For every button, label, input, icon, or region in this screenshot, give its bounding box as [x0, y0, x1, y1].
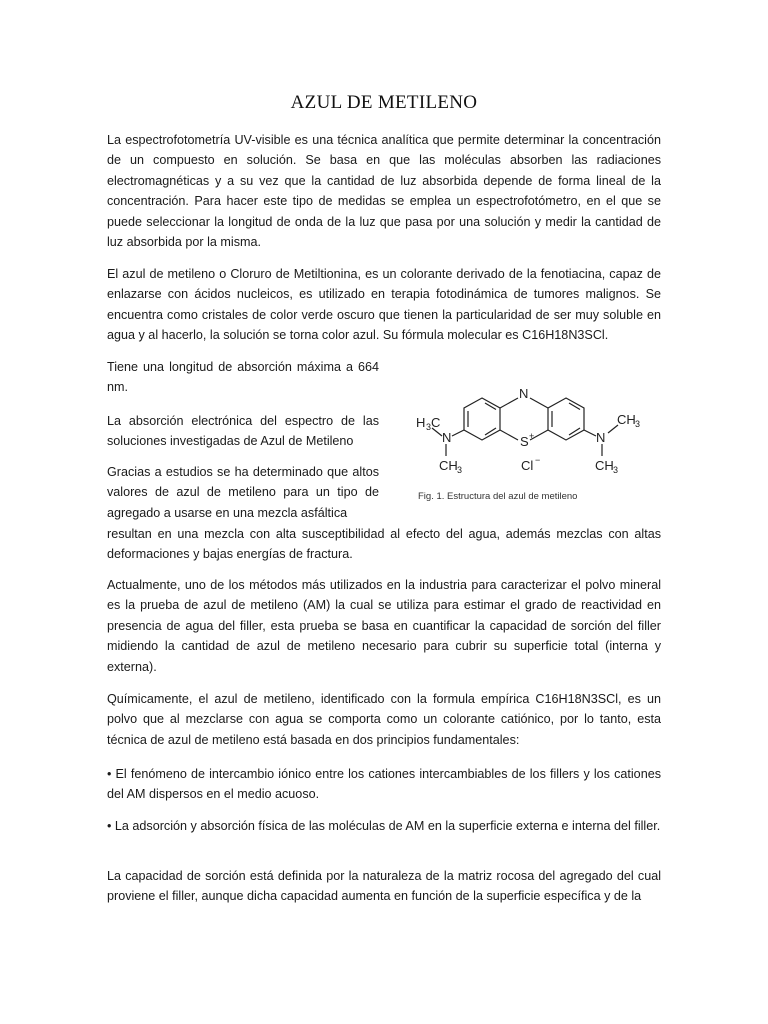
document-title: AZUL DE METILENO [290, 92, 478, 113]
right-amino-bond [584, 430, 596, 436]
right-ring-double-bond-3 [569, 428, 580, 435]
bullet-adsorption: • La adsorción y absorción física de las moléculas de AM en la superficie externa e interna del filler. [107, 819, 661, 833]
left-ch3-c: CH [439, 458, 458, 473]
central-ring-bond-top-right [530, 398, 548, 408]
right-ch3-top-c: CH [617, 412, 636, 427]
left-h3c-c: C [431, 415, 441, 430]
left-h3c-sub: 3 [426, 422, 432, 432]
atom-n-left: N [442, 430, 452, 445]
paragraph-studies-part1: Gracias a estudios se ha determinado que altos valores de azul de metileno para un tipo de agregado a usarse en una mezcla asfáltica [107, 465, 379, 520]
atom-n-top: N [519, 386, 529, 401]
left-ring-double-bond-1 [485, 403, 496, 410]
paragraph-chemistry: Químicamente, el azul de metileno, identificado con la formula empírica C16H18N3SCl, es un polvo que al mezclarse con agua se comporta como un colorante catiónico, por lo tanto, esta técnica de azul de metileno está basada en dos principios fundamentales: [107, 692, 661, 747]
figure-caption: Fig. 1. Estructura del azul de metileno [418, 491, 578, 502]
central-ring-bond-top-left [500, 398, 518, 408]
paragraph-sorption-capacity: La capacidad de sorción está definida por la naturaleza de la matriz rocosa del agregado del cual proviene el filler, aunque dicha capacidad aumenta en función de la superficie específica y de la [107, 869, 661, 904]
left-ch3-sub: 3 [457, 465, 463, 475]
left-benzene-ring [464, 398, 500, 440]
atom-cl-charge: − [535, 455, 541, 465]
central-ring-bond-bottom-left [500, 430, 518, 440]
atom-s: S [520, 434, 529, 449]
paragraph-spectrophotometry: La espectrofotometría UV-visible es una técnica analítica que permite determinar la concentración de un compuesto en solución. Se basa en que las moléculas absorben las radiaciones electromagnéticas y a su vez que la cantidad de luz absorbida depende de forma lineal de la concentración. Para hacer este tipo de medidas se emplea un espectrofotómetro, en el que se puede seleccionar la longitud de onda de la luz que pasa por una solución y medir la cantidad de luz absorbida por la misma. [107, 133, 661, 250]
paragraph-absorption-max: Tiene una longitud de absorción máxima a 664 nm. [107, 360, 379, 395]
right-benzene-ring [548, 398, 584, 440]
paragraph-electronic-absorption: La absorción electrónica del espectro de las soluciones investigadas de Azul de Metileno [107, 414, 379, 449]
methylene-blue-structure-figure [412, 378, 672, 508]
paragraph-methylene-blue-intro: El azul de metileno o Cloruro de Metiltionina, es un colorante derivado de la fenotiacina, capaz de enlazarse con ácidos nucleicos, es utilizado en terapia fotodinámica de tumores malignos. Se encuentra como cristales de color verde oscuro que tienen la particularidad de ser muy soluble en agua y al hacerlo, la solución se torna color azul. Su fórmula molecular es C16H18N3SCl. [107, 267, 661, 343]
atom-s-charge: + [529, 431, 535, 441]
paragraph-industry-methods: Actualmente, uno de los métodos más utilizados en la industria para caracterizar el polvo mineral es la prueba de azul de metileno (AM) la cual se utiliza para estimar el grado de reactividad en presencia de agua del filler, esta prueba se basa en cuantificar la capacidad de sorción del filler midiendo la cantidad de azul de metileno necesario para cubrir su superficie total (interna y externa). [107, 578, 661, 674]
left-h3c-h: H [416, 415, 426, 430]
methylene-blue-structure-diagram [412, 378, 672, 488]
atom-n-right: N [596, 430, 606, 445]
right-ch3-top-sub: 3 [635, 419, 641, 429]
right-ch3-bottom-sub: 3 [613, 465, 619, 475]
right-ch3-bottom-c: CH [595, 458, 614, 473]
bullet-ion-exchange: • El fenómeno de intercambio iónico entre los cationes intercambiables de los fillers y los cationes del AM dispersos en el medio acuoso. [107, 767, 661, 802]
left-amino-bond [452, 430, 464, 436]
left-ring-double-bond-3 [485, 428, 496, 435]
paragraph-studies-part2: resultan en una mezcla con alta susceptibilidad al efecto del agua, además mezclas con altas deformaciones y bajas energías de fractura. [107, 527, 661, 562]
atom-cl: Cl [521, 458, 534, 473]
right-ring-double-bond-2 [569, 403, 580, 410]
